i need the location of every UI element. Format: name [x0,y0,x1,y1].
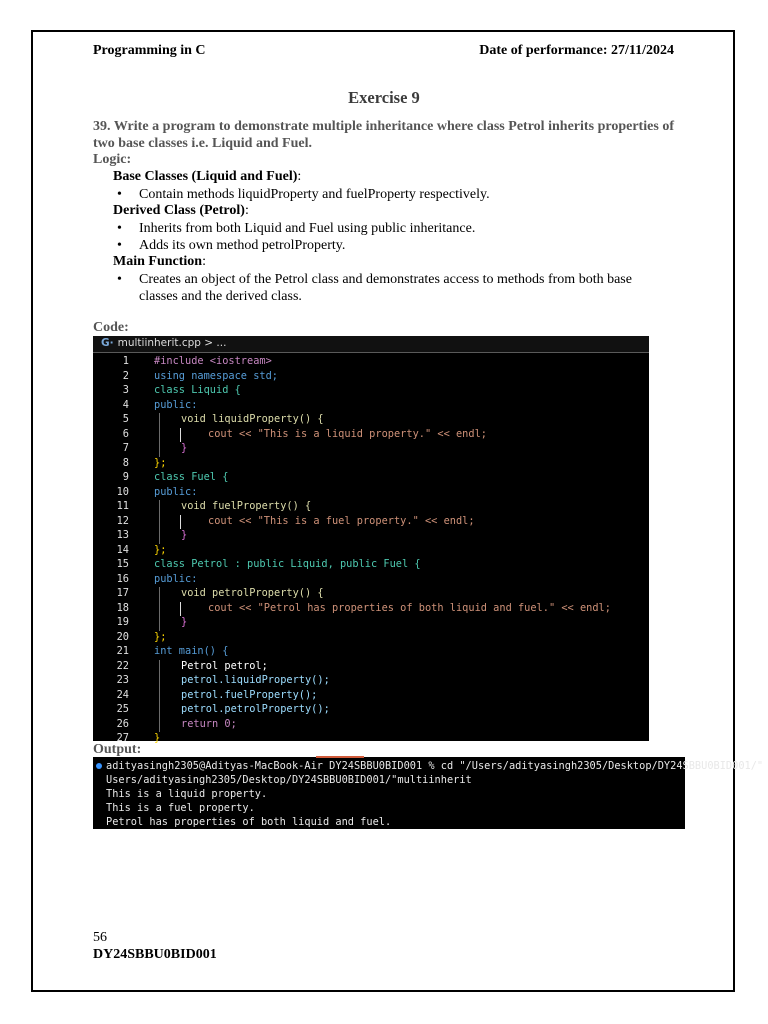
code-text: }; [154,543,167,556]
line-number: 22 [116,659,129,672]
line-number: 5 [122,413,129,425]
code-text: }; [154,630,167,643]
terminal-status-icon [96,763,102,769]
terminal-line: Users/adityasingh2305/Desktop/DY24SBBU0BID001/"multiinherit [106,774,472,786]
page-number: 56 [93,930,107,945]
indent-guide [159,660,160,732]
code-text: }; [154,456,167,469]
indent-guide [180,515,181,529]
editor-breadcrumb [93,336,649,353]
line-number: 27 [116,732,129,744]
line-number: 8 [122,456,129,469]
line-number: 23 [116,674,129,686]
code-text: return 0; [181,717,237,730]
code-text: void fuelProperty() { [181,500,312,512]
code-text: } [181,442,188,454]
line-number: 13 [116,529,129,541]
line-number: 16 [116,572,129,585]
bullet-icon: • [117,187,122,202]
main-function-heading: Main Function: [113,254,206,269]
code-text: using namespace std; [154,369,278,382]
code-text: class Liquid { [154,384,241,396]
code-text: public: [154,485,198,498]
line-number: 2 [122,369,129,382]
code-text: int main() { [154,645,229,657]
exercise-title: Exercise 9 [348,88,420,107]
terminal-line: adityasingh2305@Adityas-MacBook-Air DY24SBBU0BID001 % cd "/Users/adityasingh2305/Desktop/DY24SBBU0BID001/" [106,760,764,772]
line-number: 14 [116,543,129,556]
code-text: #include <iostream> [154,355,272,367]
code-text: cout << "This is a fuel property." << endl; [208,514,475,527]
indent-guide [180,602,181,616]
code-text: } [181,616,188,628]
derived-class-heading: Derived Class (Petrol): [113,203,249,218]
code-text: void petrolProperty() { [181,587,324,599]
breadcrumb-text: multiinherit.cpp > ... [117,337,227,349]
line-number: 21 [116,645,129,657]
line-number: 6 [122,427,129,440]
bullet-icon: • [117,221,122,236]
code-text: public: [154,398,198,411]
line-number: 17 [116,587,129,599]
terminal-line: This is a liquid property. [106,788,268,800]
bullet-text: Creates an object of the Petrol class and demonstrates access to methods from both base classes and the derived class. [139,272,632,304]
indent-guide [180,428,181,442]
date-of-performance: Date of performance: 27/11/2024 [479,43,674,58]
bullet-text: Adds its own method petrolProperty. [139,238,346,253]
logic-label: Logic: [93,152,132,167]
line-number: 20 [116,630,129,643]
line-number: 1 [122,355,129,367]
cpp-file-icon: G· [101,337,114,349]
line-number: 10 [116,485,129,498]
code-text: void liquidProperty() { [181,413,324,425]
bullet-text: Contain methods liquidProperty and fuelProperty respectively. [139,187,490,202]
line-number: 7 [122,442,129,454]
terminal-line: This is a fuel property. [106,802,255,814]
indent-guide [159,413,160,457]
terminal-output-screenshot [93,757,764,829]
selection-marker [316,756,364,758]
code-text: public: [154,572,198,585]
base-classes-label: Base Classes (Liquid and Fuel) [113,169,298,184]
course-title: Programming in C [93,43,206,58]
line-number: 11 [116,500,129,512]
line-number: 4 [122,398,129,411]
base-classes-heading: Base Classes (Liquid and Fuel): [113,169,302,184]
code-text: class Petrol : public Liquid, public Fuel { [154,558,421,570]
line-number: 24 [116,688,129,701]
code-text: } [181,529,188,541]
bullet-icon: • [117,272,122,287]
question-text: 39. Write a program to demonstrate multiple inheritance where class Petrol inherits properties of two base classes i.e. Liquid and Fuel. [93,119,674,151]
line-number: 3 [122,384,129,396]
student-id: DY24SBBU0BID001 [93,947,217,962]
code-text: } [154,732,161,744]
code-text: cout << "This is a liquid property." << endl; [208,427,487,440]
bullet-icon: • [117,238,122,253]
indent-guide [159,500,160,544]
output-label: Output: [93,742,142,757]
code-text: class Fuel { [154,471,229,483]
code-text: Petrol petrol; [181,659,268,672]
code-text: petrol.petrolProperty(); [181,703,330,715]
line-number: 19 [116,616,129,628]
bullet-text: Inherits from both Liquid and Fuel using public inheritance. [139,221,476,236]
code-text: petrol.fuelProperty(); [181,688,318,701]
code-editor-screenshot [93,336,649,744]
code-text: petrol.liquidProperty(); [181,674,330,686]
line-number: 9 [122,471,129,483]
line-number: 25 [116,703,129,715]
main-function-label: Main Function [113,254,203,269]
line-number: 26 [116,717,129,730]
derived-class-label: Derived Class (Petrol) [113,203,245,218]
code-text: cout << "Petrol has properties of both liquid and fuel." << endl; [208,601,611,614]
terminal-line: Petrol has properties of both liquid and fuel. [106,816,392,828]
line-number: 18 [116,601,129,614]
indent-guide [159,587,160,631]
line-number: 12 [116,514,129,527]
code-label: Code: [93,320,129,335]
line-number: 15 [116,558,129,570]
